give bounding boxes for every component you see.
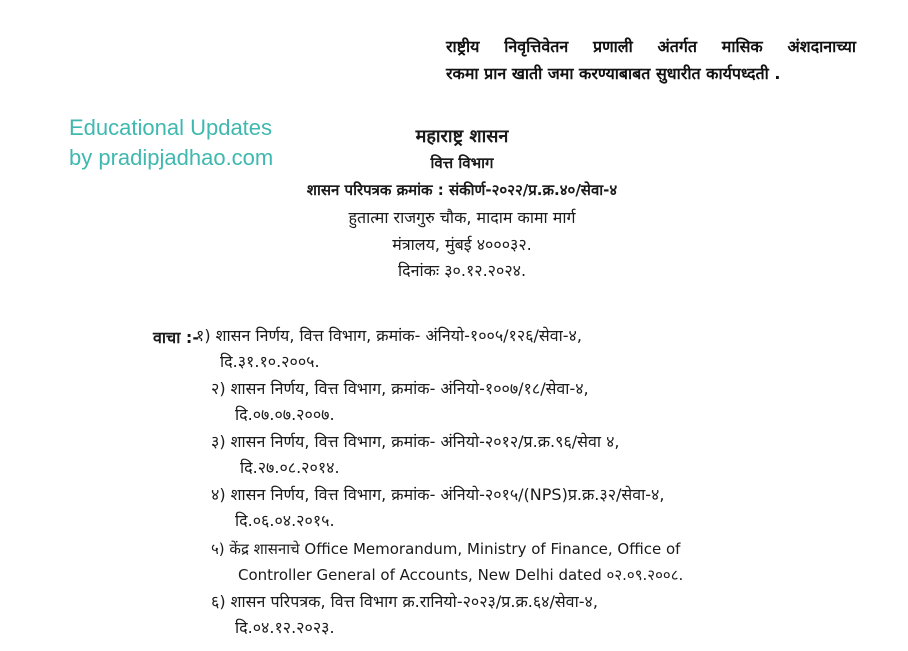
reference-line-2: दि.०७.०७.२००७. <box>235 405 335 424</box>
address-line-1: हुतात्मा राजगुरु चौक, मादाम कामा मार्ग <box>348 208 576 227</box>
department-name: वित्त विभाग <box>430 154 494 172</box>
reference-line-2: दि.३१.१०.२००५. <box>220 352 320 371</box>
circular-number: शासन परिपत्रक क्रमांक : संकीर्ण-२०२२/प्र.क्र.४०/सेवा-४ <box>306 181 618 199</box>
reference-item <box>211 482 664 534</box>
reference-line-1: ५) केंद्र शासनाचे Office Memorandum, Ministry of Finance, Office of <box>211 540 681 558</box>
reference-item <box>211 589 598 641</box>
watermark-line-2: by pradipjadhao.com <box>69 145 274 170</box>
subject-line-2: रकमा प्रान खाती जमा करण्याबाबत सुधारीत कार्यपध्दती . <box>446 64 781 83</box>
reference-line-1: १) शासन निर्णय, वित्त विभाग, क्रमांक- अंनियो-१००५/१२६/सेवा-४, <box>196 326 582 345</box>
reference-item <box>196 323 582 375</box>
watermark-line-1: Educational Updates <box>69 115 273 140</box>
reference-line-2: दि.०६.०४.२०१५. <box>235 511 335 530</box>
reference-line-1: ३) शासन निर्णय, वित्त विभाग, क्रमांक- अंनियो-२०१२/प्र.क्र.९६/सेवा ४, <box>211 432 620 451</box>
references-label: वाचा :- <box>153 328 199 347</box>
reference-item <box>211 376 589 428</box>
reference-item <box>211 536 683 588</box>
circular-date: दिनांकः ३०.१२.२०२४. <box>397 261 527 280</box>
reference-line-1: २) शासन निर्णय, वित्त विभाग, क्रमांक- अंनियो-१००७/१८/सेवा-४, <box>211 379 589 398</box>
reference-line-2: दि.२७.०८.२०१४. <box>240 458 340 477</box>
address-line-2: मंत्रालय, मुंबई ४०००३२. <box>392 235 532 254</box>
reference-line-2: Controller General of Accounts, New Delhi dated ०२.०९.२००८. <box>238 566 684 584</box>
reference-line-1: ६) शासन परिपत्रक, वित्त विभाग क्र.रानियो-२०२३/प्र.क्र.६४/सेवा-४, <box>211 592 598 611</box>
subject-line-1: राष्ट्रीय निवृत्तिवेतन प्रणाली अंतर्गत मासिक अंशदानाच्या <box>446 37 856 56</box>
reference-line-1: ४) शासन निर्णय, वित्त विभाग, क्रमांक- अंनियो-२०१५/(NPS)प्र.क्र.३२/सेवा-४, <box>211 485 665 504</box>
reference-item <box>211 429 620 481</box>
reference-line-2: दि.०४.१२.२०२३. <box>235 618 335 637</box>
subject-heading <box>446 33 856 87</box>
org-title: महाराष्ट्र शासन <box>415 126 509 147</box>
